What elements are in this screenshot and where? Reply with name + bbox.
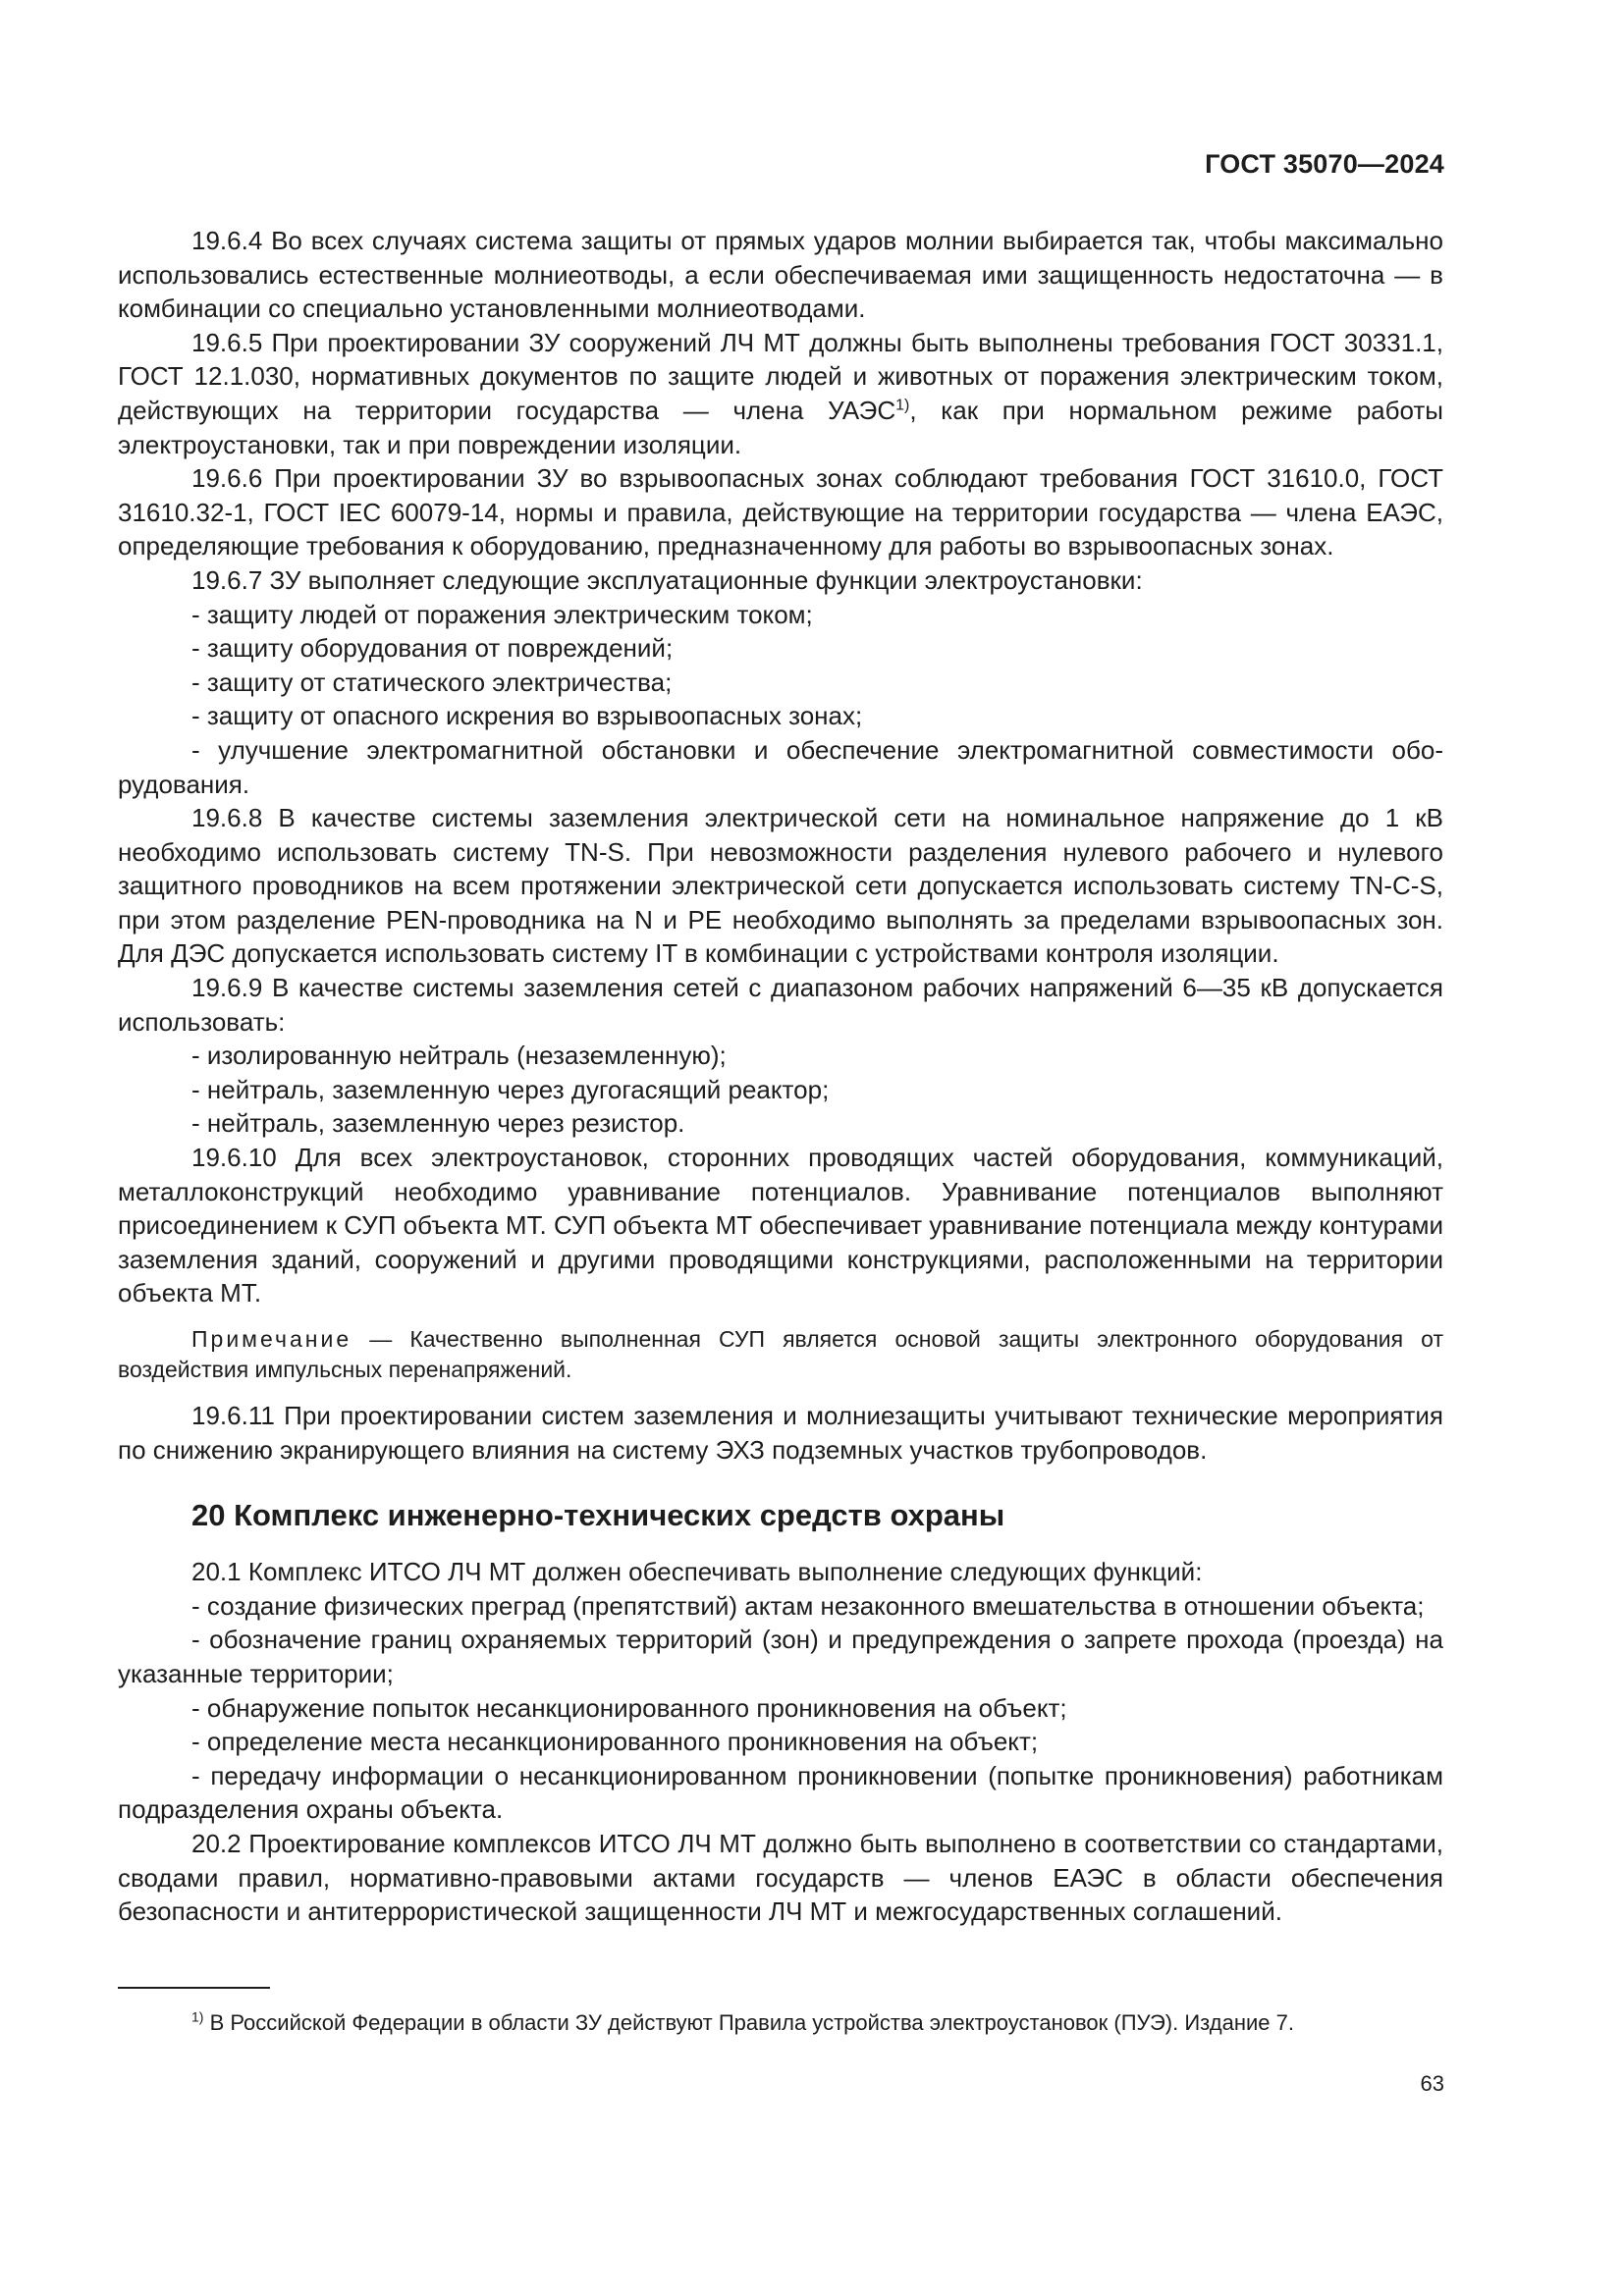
note: [118, 1324, 1443, 1385]
list-item: - защиту от статического электричества;: [191, 667, 673, 697]
list-item: - защиту от опасного искрения во взрывоопасных зонах;: [191, 701, 863, 731]
page-number: 63: [1420, 2071, 1444, 2096]
paragraph-19-6-6: 19.6.6 При проектировании ЗУ во взрывоопасных зонах соблюдают требования ГОСТ 31610.0, ГОСТ 31610.32-1, ГОСТ IEC 60079-14, нормы и правила, действующие на территории государства — члена ЕАЭС, определяющие требования к оборудованию, предназначенному для работы во взрывоопасных зонах.: [118, 463, 1443, 561]
paragraph-19-6-4: 19.6.4 Во всех случаях система защиты от прямых ударов молнии выбирается так, чтобы максимально использовались естественные молниеотводы, а если обеспечиваемая ими защищенность недостаточна — в комбинации со специально установленными молниеотводами.: [118, 226, 1443, 324]
list-item: - передачу информации о несанкционированном проникновении (попытке проникновения) работникам подразделения охраны объекта.: [118, 1760, 1443, 1825]
paragraph-19-6-5-text-b: , как при нормальном режиме работы электроустановки, так и при повреждении изоляции.: [118, 395, 1443, 459]
paragraph-19-6-10: 19.6.10 Для всех электроустановок, сторонних проводящих частей оборудования, коммуникаций, металлоконструкций необходимо уравнивание потенциалов. Уравнивание потенциалов выполняют присоединением к СУП объекта МТ. СУП объекта МТ обеспечивает уравнивание потенциала между контурами заземления зданий, сооружений и другими проводящими конструкциями, расположенными на территории объекта МТ.: [118, 1143, 1443, 1308]
footnote-reference: 1): [895, 397, 910, 414]
list-item: - нейтраль, заземленную через дугогасящий реактор;: [191, 1074, 830, 1104]
paragraph-19-6-5: [118, 326, 1443, 461]
footnote-text: В Российской Федерации в области ЗУ действуют Правила устройства электроустановок (ПУЭ). Издание 7.: [203, 2010, 1294, 2035]
footnote-divider: [118, 1987, 270, 1989]
paragraph-20-1: 20.1 Комплекс ИТСО ЛЧ МТ должен обеспечивать выполнение следующих функций:: [191, 1557, 1203, 1587]
paragraph-19-6-11: 19.6.11 При проектировании систем заземления и молниезащиты учитывают технические мероприятия по снижению экранирующего влияния на систему ЭХЗ подземных участков трубопроводов.: [118, 1401, 1443, 1465]
list-item: - изолированную нейтраль (незаземленную);: [191, 1041, 727, 1071]
paragraph-19-6-7: 19.6.7 ЗУ выполняет следующие эксплуатационные функции электроустановки:: [191, 564, 1143, 595]
document-header: ГОСТ 35070—2024: [1205, 149, 1444, 179]
footnote-marker: 1): [191, 2008, 204, 2025]
list-item: - защиту оборудования от повреждений;: [191, 633, 674, 664]
footnote: [118, 2008, 1443, 2038]
section-title: 20 Комплекс инженерно-технических средств охраны: [191, 1498, 1005, 1533]
list-item: - обнаружение попыток несанкционированного проникновения на объект;: [191, 1692, 1067, 1723]
list-item: - нейтраль, заземленную через резистор.: [191, 1108, 685, 1139]
paragraph-19-6-9: 19.6.9 В качестве системы заземления сетей с диапазоном рабочих напряжений 6—35 кВ допускается использовать:: [118, 973, 1443, 1037]
note-text: — Качественно выполненная СУП является основой защиты электронного оборудования от воздействия импульсных перенапряжений.: [118, 1326, 1443, 1382]
paragraph-19-6-5-text-a: 19.6.5 При проектировании ЗУ сооружений ЛЧ МТ должны быть выполнены требования ГОСТ 30331.1, ГОСТ 12.1.030, нормативных документов по защите людей и животных от поражения электрическим током, действующих на территории государства — члена УАЭС: [118, 327, 1443, 425]
note-label: Примечание: [191, 1326, 352, 1352]
list-item: - создание физических преград (препятствий) актам незаконного вмешательства в отношении объекта;: [191, 1590, 1425, 1621]
paragraph-19-6-8: 19.6.8 В качестве системы заземления электрической сети на номинальное напряжение до 1 кВ необходимо использовать систему TN-S. При невозможности разделения нулевого рабочего и нулевого защитного проводников на всем протяжении электрической сети допускается использовать систему TN-C-S, при этом разделение PEN-проводника на N и PE необходимо выполнять за пределами взрывоопасных зон. Для ДЭС допускается использовать систему IT в комбинации с устройствами контроля изоляции.: [118, 803, 1443, 969]
list-item: - определение места несанкционированного проникновения на объект;: [191, 1727, 1039, 1757]
list-item-continuation: рудования.: [118, 769, 250, 799]
document-body: [118, 224, 1443, 1929]
list-item: - обозначение границ охраняемых территорий (зон) и предупреждения о запрете прохода (проезда) на указанные территории;: [118, 1625, 1443, 1688]
list-item: - улучшение электромагнитной обстановки и обеспечение электромагнитной совместимости обо-: [191, 734, 1443, 765]
paragraph-20-2: 20.2 Проектирование комплексов ИТСО ЛЧ МТ должно быть выполнено в соответствии со стандартами, сводами правил, нормативно-правовыми актами государств — членов ЕАЭС в области обеспечения безопасности и антитеррористической защищенности ЛЧ МТ и межгосударственных соглашений.: [118, 1828, 1443, 1927]
list-item: - защиту людей от поражения электрическим током;: [191, 599, 813, 629]
